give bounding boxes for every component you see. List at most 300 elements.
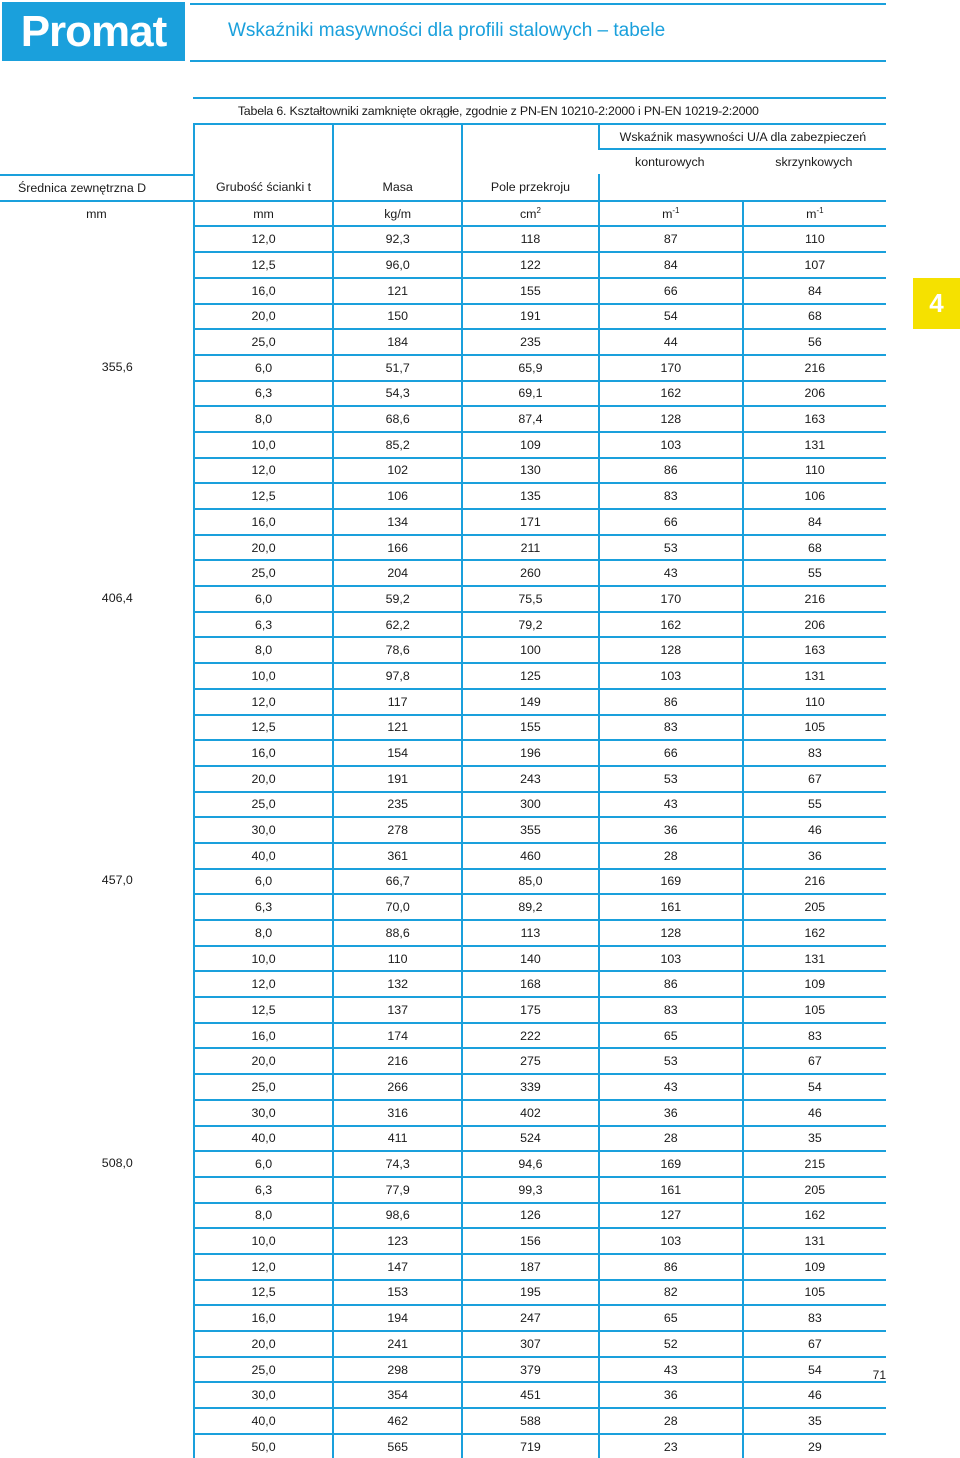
table-cell: 106 xyxy=(332,482,461,508)
table-cell: 147 xyxy=(332,1253,461,1279)
page-number: 71 xyxy=(872,1368,886,1382)
table-cell: 51,7 xyxy=(332,354,461,380)
table-cell: 339 xyxy=(461,1073,598,1099)
table-cell: 92,3 xyxy=(332,225,461,251)
unit-cell: mm xyxy=(193,200,333,226)
table-cell: 36 xyxy=(598,816,742,842)
table-row xyxy=(0,1227,886,1253)
table-cell: 43 xyxy=(598,791,742,817)
table-cell: 134 xyxy=(332,508,461,534)
table-cell: 66 xyxy=(598,277,742,303)
table-cell: 102 xyxy=(332,457,461,483)
table-cell: 16,0 xyxy=(193,1022,333,1048)
table-row xyxy=(0,1330,886,1356)
table-cell: 77,9 xyxy=(332,1176,461,1202)
column-header-row xyxy=(0,174,886,200)
table-cell: 96,0 xyxy=(332,251,461,277)
table-cell: 162 xyxy=(742,919,886,945)
table-cell: 187 xyxy=(461,1253,598,1279)
table-cell: 6,3 xyxy=(193,380,333,406)
table-cell xyxy=(0,1330,193,1356)
table-cell: 6,3 xyxy=(193,611,333,637)
table-cell xyxy=(0,996,193,1022)
table-row xyxy=(0,1356,886,1382)
unit-cell: $m^{-1}$ xyxy=(598,200,742,226)
table-cell: 128 xyxy=(598,636,742,662)
table-row xyxy=(0,996,886,1022)
header-bottom-rule xyxy=(190,60,886,62)
table-cell: 12,0 xyxy=(193,688,333,714)
table-cell: 66 xyxy=(598,508,742,534)
table-row xyxy=(0,739,886,765)
table-row xyxy=(0,791,886,817)
table-cell: 131 xyxy=(742,662,886,688)
table-cell: 149 xyxy=(461,688,598,714)
table-cell: 175 xyxy=(461,996,598,1022)
table-cell: 53 xyxy=(598,765,742,791)
table-cell xyxy=(0,251,193,277)
table-cell: 83 xyxy=(742,1304,886,1330)
table-cell: 194 xyxy=(332,1304,461,1330)
table-cell xyxy=(0,431,193,457)
table-cell: 84 xyxy=(742,508,886,534)
table-cell: 361 xyxy=(332,842,461,868)
table-cell xyxy=(0,457,193,483)
data-table xyxy=(0,97,886,1458)
table-row xyxy=(0,636,886,662)
table-cell: 86 xyxy=(598,688,742,714)
table-cell: 406,4 xyxy=(101,590,133,605)
table-cell: 411 xyxy=(332,1125,461,1151)
table-cell xyxy=(0,919,193,945)
unit-cell: $m^{-1}$ xyxy=(742,200,886,226)
table-cell xyxy=(0,611,193,637)
table-cell: 25,0 xyxy=(193,328,333,354)
table-cell xyxy=(0,1253,193,1279)
table-row xyxy=(0,277,886,303)
table-cell: 54 xyxy=(742,1356,886,1382)
table-row xyxy=(0,1433,886,1458)
table-cell: 78,6 xyxy=(332,636,461,662)
table-cell: 106 xyxy=(742,482,886,508)
table-cell: 460 xyxy=(461,842,598,868)
table-cell: 298 xyxy=(332,1356,461,1382)
table-cell: 55 xyxy=(742,559,886,585)
table-cell: 23 xyxy=(598,1433,742,1458)
table-cell: 10,0 xyxy=(193,945,333,971)
table-cell: 109 xyxy=(461,431,598,457)
table-cell: 67 xyxy=(742,1047,886,1073)
table-cell: 110 xyxy=(742,688,886,714)
table-cell: 46 xyxy=(742,1099,886,1125)
table-cell: 588 xyxy=(461,1407,598,1433)
table-cell: 241 xyxy=(332,1330,461,1356)
table-cell: 65 xyxy=(598,1304,742,1330)
table-cell: 216 xyxy=(742,868,886,894)
table-cell: 235 xyxy=(461,328,598,354)
table-cell: 10,0 xyxy=(193,431,333,457)
table-cell xyxy=(0,534,193,560)
table-cell: 40,0 xyxy=(193,842,333,868)
table-cell: 28 xyxy=(598,1407,742,1433)
table-cell: 99,3 xyxy=(461,1176,598,1202)
chapter-tab: 4 xyxy=(913,278,960,329)
table-cell: 130 xyxy=(461,457,598,483)
table-cell: 204 xyxy=(332,559,461,585)
table-cell: 46 xyxy=(742,1381,886,1407)
table-cell xyxy=(0,970,193,996)
table-cell xyxy=(0,842,193,868)
table-cell: 16,0 xyxy=(193,508,333,534)
group-header: Wskaźnik masywności U/A dla zabezpieczeń xyxy=(598,123,886,149)
table-row xyxy=(0,688,886,714)
table-cell: 79,2 xyxy=(461,611,598,637)
table-cell: 66,7 xyxy=(332,868,461,894)
table-cell: 205 xyxy=(742,893,886,919)
table-cell xyxy=(0,1099,193,1125)
table-cell: 316 xyxy=(332,1099,461,1125)
table-cell: 8,0 xyxy=(193,636,333,662)
table-cell: 205 xyxy=(742,1176,886,1202)
table-cell: 62,2 xyxy=(332,611,461,637)
table-cell: 83 xyxy=(742,739,886,765)
table-cell xyxy=(0,1047,193,1073)
table-cell: 162 xyxy=(598,611,742,637)
table-row xyxy=(0,405,886,431)
table-cell: 162 xyxy=(742,1202,886,1228)
table-cell: 150 xyxy=(332,303,461,329)
table-caption: Tabela 6. Kształtowniki zamknięte okrągłe, zgodnie z PN-EN 10210-2:2000 i PN-EN 10219-2:2000 xyxy=(193,97,886,123)
table-row xyxy=(0,970,886,996)
units-row xyxy=(0,200,886,226)
table-row xyxy=(0,945,886,971)
table-cell: 12,0 xyxy=(193,970,333,996)
table-row xyxy=(0,1047,886,1073)
table-cell: 87,4 xyxy=(461,405,598,431)
table-cell: 402 xyxy=(461,1099,598,1125)
table-cell: 100 xyxy=(461,636,598,662)
table-cell: 103 xyxy=(598,431,742,457)
table-cell: 84 xyxy=(742,277,886,303)
table-cell: 451 xyxy=(461,1381,598,1407)
table-cell: 110 xyxy=(742,225,886,251)
table-cell: 110 xyxy=(742,457,886,483)
table-cell: 46 xyxy=(742,816,886,842)
table-cell: 211 xyxy=(461,534,598,560)
table-cell: 216 xyxy=(742,354,886,380)
table-cell xyxy=(0,714,193,740)
table-cell: 168 xyxy=(461,970,598,996)
table-cell xyxy=(0,405,193,431)
table-cell: 266 xyxy=(332,1073,461,1099)
table-cell: 131 xyxy=(742,1227,886,1253)
header-top-rule xyxy=(190,3,886,5)
column-header-thickness: Grubość ścianki t xyxy=(193,174,333,200)
table-cell: 354 xyxy=(332,1381,461,1407)
table-cell: 128 xyxy=(598,919,742,945)
table-cell: 6,0 xyxy=(193,354,333,380)
table-cell: 247 xyxy=(461,1304,598,1330)
table-cell: 12,5 xyxy=(193,996,333,1022)
table-cell: 105 xyxy=(742,996,886,1022)
table-row xyxy=(0,303,886,329)
table-cell: 169 xyxy=(598,1150,742,1176)
table-cell: 154 xyxy=(332,739,461,765)
table-cell: 109 xyxy=(742,970,886,996)
table-row xyxy=(0,585,886,611)
table-cell: 54,3 xyxy=(332,380,461,406)
table-cell: 50,0 xyxy=(193,1433,333,1458)
table-cell xyxy=(0,1279,193,1305)
table-cell: 40,0 xyxy=(193,1407,333,1433)
table-row xyxy=(0,1125,886,1151)
table-row xyxy=(0,482,886,508)
table-cell: 163 xyxy=(742,636,886,662)
table-row xyxy=(0,1202,886,1228)
table-cell: 103 xyxy=(598,945,742,971)
table-cell: 20,0 xyxy=(193,765,333,791)
sub-header-row xyxy=(0,148,886,174)
table-cell: 30,0 xyxy=(193,816,333,842)
sub-header-skrzynkowych: skrzynkowych xyxy=(742,148,886,174)
table-cell: 379 xyxy=(461,1356,598,1382)
table-cell: 68 xyxy=(742,303,886,329)
table-cell: 6,3 xyxy=(193,1176,333,1202)
table-cell: 8,0 xyxy=(193,919,333,945)
table-row xyxy=(0,508,886,534)
table-cell xyxy=(0,1381,193,1407)
table-cell: 235 xyxy=(332,791,461,817)
table-cell xyxy=(0,482,193,508)
table-cell: 216 xyxy=(742,585,886,611)
table-cell: 83 xyxy=(598,996,742,1022)
table-cell: 222 xyxy=(461,1022,598,1048)
sub-header-konturowych: konturowych xyxy=(598,148,742,174)
table-cell xyxy=(0,328,193,354)
table-cell: 161 xyxy=(598,893,742,919)
table-cell: 153 xyxy=(332,1279,461,1305)
table-cell: 524 xyxy=(461,1125,598,1151)
table-cell: 65,9 xyxy=(461,354,598,380)
table-cell xyxy=(0,816,193,842)
table-cell: 565 xyxy=(332,1433,461,1458)
table-cell: 16,0 xyxy=(193,739,333,765)
table-cell: 53 xyxy=(598,534,742,560)
table-cell: 83 xyxy=(598,482,742,508)
table-cell: 355 xyxy=(461,816,598,842)
table-cell: 35 xyxy=(742,1125,886,1151)
promat-logo: Promat xyxy=(2,2,185,61)
table-cell: 59,2 xyxy=(332,585,461,611)
table-cell: 12,0 xyxy=(193,1253,333,1279)
table-cell xyxy=(0,1227,193,1253)
table-cell: 20,0 xyxy=(193,1047,333,1073)
table-cell: 82 xyxy=(598,1279,742,1305)
table-row xyxy=(0,534,886,560)
table-row xyxy=(0,816,886,842)
table-cell: 132 xyxy=(332,970,461,996)
table-cell: 68,6 xyxy=(332,405,461,431)
table-cell: 206 xyxy=(742,380,886,406)
table-cell: 355,6 xyxy=(101,359,133,374)
table-row xyxy=(0,868,886,894)
table-cell: 170 xyxy=(598,354,742,380)
table-row xyxy=(0,457,886,483)
table-cell: 10,0 xyxy=(193,1227,333,1253)
table-row xyxy=(0,251,886,277)
table-cell: 155 xyxy=(461,277,598,303)
table-row xyxy=(0,611,886,637)
unit-cell: mm xyxy=(0,200,193,226)
table-cell: 44 xyxy=(598,328,742,354)
table-row xyxy=(0,354,886,380)
table-cell: 163 xyxy=(742,405,886,431)
table-row xyxy=(0,1253,886,1279)
table-cell: 118 xyxy=(461,225,598,251)
table-cell: 131 xyxy=(742,945,886,971)
table-cell: 20,0 xyxy=(193,303,333,329)
table-cell: 12,0 xyxy=(193,225,333,251)
table-cell: 20,0 xyxy=(193,1330,333,1356)
table-cell: 94,6 xyxy=(461,1150,598,1176)
table-cell: 12,5 xyxy=(193,482,333,508)
table-cell: 174 xyxy=(332,1022,461,1048)
page-title: Wskaźniki masywności dla profili stalowych – tabele xyxy=(228,20,666,41)
table-cell: 40,0 xyxy=(193,1125,333,1151)
table-cell: 12,5 xyxy=(193,251,333,277)
table-cell: 140 xyxy=(461,945,598,971)
table-cell: 105 xyxy=(742,714,886,740)
table-cell: 127 xyxy=(598,1202,742,1228)
table-cell xyxy=(0,559,193,585)
table-row xyxy=(0,1407,886,1433)
table-cell: 462 xyxy=(332,1407,461,1433)
table-cell: 137 xyxy=(332,996,461,1022)
table-cell: 97,8 xyxy=(332,662,461,688)
table-cell: 83 xyxy=(598,714,742,740)
table-cell xyxy=(0,893,193,919)
table-cell: 8,0 xyxy=(193,1202,333,1228)
table-cell: 105 xyxy=(742,1279,886,1305)
table-row xyxy=(0,765,886,791)
table-row xyxy=(0,1073,886,1099)
table-cell: 70,0 xyxy=(332,893,461,919)
unit-cell: kg/m xyxy=(332,200,461,226)
table-cell xyxy=(0,1356,193,1382)
table-cell: 170 xyxy=(598,585,742,611)
table-cell: 195 xyxy=(461,1279,598,1305)
table-cell xyxy=(0,765,193,791)
table-cell: 457,0 xyxy=(101,873,133,888)
table-cell xyxy=(0,688,193,714)
table-cell xyxy=(0,1433,193,1458)
table-cell: 508,0 xyxy=(101,1156,133,1171)
table-cell: 260 xyxy=(461,559,598,585)
table-cell: 121 xyxy=(332,714,461,740)
table-cell: 206 xyxy=(742,611,886,637)
table-cell: 86 xyxy=(598,1253,742,1279)
table-cell: 43 xyxy=(598,559,742,585)
table-cell: 103 xyxy=(598,1227,742,1253)
table-cell xyxy=(0,662,193,688)
table-cell xyxy=(0,636,193,662)
table-cell: 107 xyxy=(742,251,886,277)
table-cell: 86 xyxy=(598,970,742,996)
table-cell: 6,0 xyxy=(193,585,333,611)
table-cell xyxy=(0,1022,193,1048)
table-row xyxy=(0,893,886,919)
table-cell: 169 xyxy=(598,868,742,894)
table-row xyxy=(0,662,886,688)
table-cell: 43 xyxy=(598,1356,742,1382)
table-cell: 25,0 xyxy=(193,1073,333,1099)
table-cell: 117 xyxy=(332,688,461,714)
column-header-area: Pole przekroju xyxy=(461,174,598,200)
table-cell: 131 xyxy=(742,431,886,457)
table-row xyxy=(0,431,886,457)
table-cell: 109 xyxy=(742,1253,886,1279)
table-cell: 300 xyxy=(461,791,598,817)
table-cell: 67 xyxy=(742,765,886,791)
table-row xyxy=(0,842,886,868)
table-cell: 166 xyxy=(332,534,461,560)
table-cell: 84 xyxy=(598,251,742,277)
table-cell: 191 xyxy=(461,303,598,329)
table-cell: 719 xyxy=(461,1433,598,1458)
table-cell: 125 xyxy=(461,662,598,688)
table-cell: 25,0 xyxy=(193,791,333,817)
table-cell: 155 xyxy=(461,714,598,740)
table-cell xyxy=(0,1073,193,1099)
table-cell: 54 xyxy=(742,1073,886,1099)
unit-cell: $cm^2$ xyxy=(461,200,598,226)
table-cell: 156 xyxy=(461,1227,598,1253)
table-cell: 53 xyxy=(598,1047,742,1073)
table-cell: 161 xyxy=(598,1176,742,1202)
column-header-mass: Masa xyxy=(332,174,461,200)
table-cell: 54 xyxy=(598,303,742,329)
table-cell xyxy=(0,1176,193,1202)
table-row xyxy=(0,1279,886,1305)
table-cell: 191 xyxy=(332,765,461,791)
table-row xyxy=(0,225,886,251)
table-cell: 6,0 xyxy=(193,1150,333,1176)
table-row xyxy=(0,1099,886,1125)
table-cell: 85,0 xyxy=(461,868,598,894)
table-cell: 35 xyxy=(742,1407,886,1433)
table-cell: 275 xyxy=(461,1047,598,1073)
table-cell: 243 xyxy=(461,765,598,791)
table-cell: 16,0 xyxy=(193,277,333,303)
table-cell: 20,0 xyxy=(193,534,333,560)
table-cell: 30,0 xyxy=(193,1099,333,1125)
table-row xyxy=(0,1304,886,1330)
table-cell: 36 xyxy=(598,1381,742,1407)
table-cell: 128 xyxy=(598,405,742,431)
table-cell: 103 xyxy=(598,662,742,688)
table-cell: 121 xyxy=(332,277,461,303)
table-cell: 113 xyxy=(461,919,598,945)
table-cell: 83 xyxy=(742,1022,886,1048)
table-cell xyxy=(0,1202,193,1228)
table-cell: 171 xyxy=(461,508,598,534)
table-cell: 8,0 xyxy=(193,405,333,431)
column-header-diameter: Średnica zewnętrzna D xyxy=(0,174,193,200)
group-header-row xyxy=(0,123,886,149)
table-cell: 74,3 xyxy=(332,1150,461,1176)
table-cell: 12,5 xyxy=(193,1279,333,1305)
table-cell: 215 xyxy=(742,1150,886,1176)
